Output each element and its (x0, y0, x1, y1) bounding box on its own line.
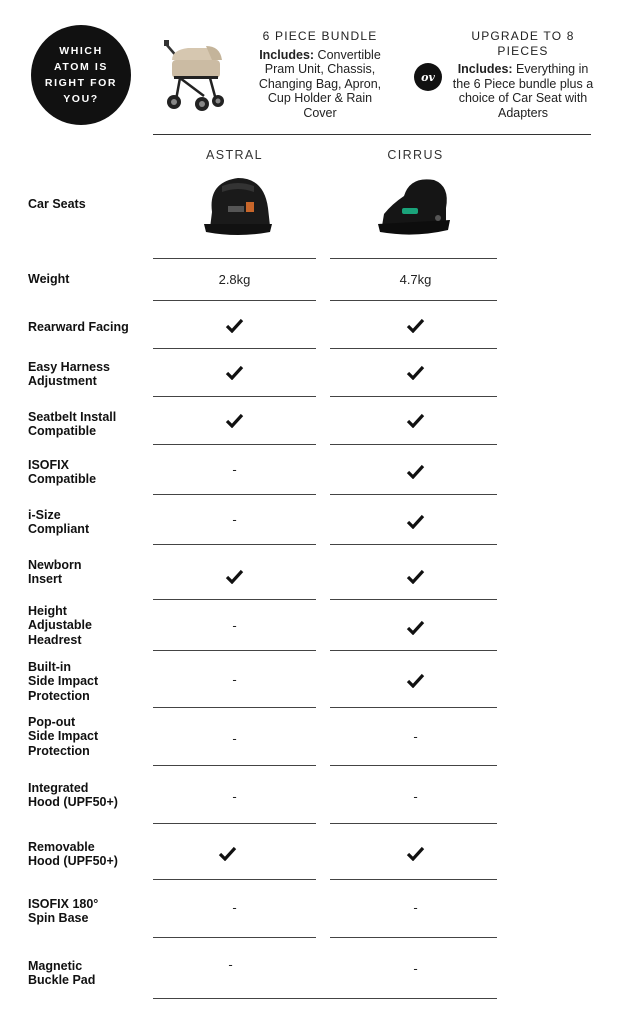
label-line: Hood (UPF50+) (28, 795, 118, 810)
label-line: ISOFIX 180° (28, 897, 99, 911)
astral-magnetic-dash: - (228, 957, 233, 972)
bundle-6-includes (250, 48, 390, 121)
cirrus-newborn-check-icon (334, 569, 497, 587)
which-atom-badge (31, 25, 131, 125)
row-divider (330, 823, 497, 824)
row-label-integrated-hood (28, 781, 118, 810)
label-line: Adjustment (28, 374, 97, 389)
cirrus-removable-check-icon (334, 846, 497, 864)
row-label-seatbelt (28, 410, 116, 439)
badge-text: WHICH ATOM IS RIGHT FOR YOU? (44, 45, 118, 105)
astral-spin-dash: - (232, 900, 237, 915)
cirrus-rearward-check-icon (334, 318, 497, 336)
cirrus-harness-check-icon (334, 365, 497, 383)
label-line: Magnetic (28, 959, 83, 973)
row-divider (330, 494, 497, 495)
label-line: Compliant (28, 522, 90, 537)
row-divider (153, 300, 316, 301)
header-divider (153, 134, 591, 135)
astral-builtin-dash: - (232, 672, 237, 687)
column-header-cirrus: CIRRUS (387, 148, 444, 162)
bundle-8-piece (450, 29, 596, 120)
label-line: Side Impact (28, 674, 99, 689)
bundle-6-title: 6 PIECE BUNDLE (262, 29, 378, 43)
cirrus-isize-check-icon (334, 514, 497, 532)
row-divider (330, 937, 497, 938)
bundle-8-includes (450, 62, 596, 120)
row-divider (330, 444, 497, 445)
row-divider (153, 937, 316, 938)
label-line: Buckle Pad (28, 973, 96, 988)
astral-headrest-dash: - (232, 618, 237, 633)
astral-weight-value: 2.8kg (218, 272, 251, 287)
astral-isofix-dash: - (232, 462, 237, 477)
row-divider (330, 300, 497, 301)
pram-image (158, 38, 228, 114)
cirrus-magnetic-dash: - (413, 961, 418, 976)
row-divider (330, 879, 497, 880)
astral-integrated-dash: - (232, 789, 237, 804)
bundle-8-includes-label: Includes: (457, 62, 513, 76)
label-line: Protection (28, 688, 90, 703)
astral-seatbelt-check-icon (153, 413, 316, 431)
row-divider (153, 823, 316, 824)
row-divider (153, 544, 316, 545)
row-label-height-headrest (28, 604, 92, 647)
label-line: Seatbelt Install (28, 410, 117, 424)
row-divider (153, 707, 316, 708)
cirrus-popout-dash: - (413, 729, 418, 744)
row-label-rearward-facing: Rearward Facing (28, 320, 129, 334)
row-label-easy-harness (28, 360, 110, 389)
row-label-isize (28, 508, 89, 537)
row-label-newborn (28, 558, 81, 587)
row-divider (330, 396, 497, 397)
ov-logo-text: ov (421, 70, 435, 84)
row-divider (153, 765, 316, 766)
row-divider (330, 765, 497, 766)
cirrus-car-seat-image (374, 174, 454, 240)
label-line: Compatible (28, 472, 97, 487)
table-bottom-divider (153, 998, 497, 999)
row-divider (330, 707, 497, 708)
label-line: Side Impact (28, 729, 99, 744)
row-label-magnetic-buckle (28, 959, 95, 988)
astral-popout-dash: - (232, 731, 237, 746)
cirrus-builtin-check-icon (334, 673, 497, 691)
row-divider (153, 494, 316, 495)
astral-harness-check-icon (153, 365, 316, 383)
cirrus-isofix-check-icon (334, 464, 497, 482)
astral-isize-dash: - (232, 512, 237, 527)
row-divider (330, 348, 497, 349)
label-line: Adjustable (28, 618, 92, 633)
cirrus-spin-dash: - (413, 900, 418, 915)
label-line: Easy Harness (28, 360, 111, 374)
column-header-astral: ASTRAL (205, 148, 264, 162)
astral-car-seat-image (198, 172, 278, 238)
label-line: Removable (28, 840, 95, 854)
row-divider (153, 348, 316, 349)
cirrus-headrest-check-icon (334, 620, 497, 638)
row-divider (153, 258, 316, 259)
bundle-6-includes-text: Convertible Pram Unit, Chassis, Changing Bag, Apron, Cup Holder & Rain Cover (258, 47, 382, 120)
label-line: Compatible (28, 424, 97, 439)
cirrus-seatbelt-check-icon (334, 413, 497, 431)
label-line: Spin Base (28, 911, 89, 926)
label-line: Insert (28, 572, 63, 587)
row-label-builtin-side-impact (28, 660, 98, 703)
row-divider (153, 650, 316, 651)
row-label-isofix-spin-base (28, 897, 98, 926)
astral-rearward-check-icon (153, 318, 316, 336)
row-label-weight: Weight (28, 272, 70, 286)
label-line: Pop-out (28, 715, 76, 729)
row-divider (330, 544, 497, 545)
label-line: Protection (28, 743, 90, 758)
row-divider (330, 258, 497, 259)
row-divider (330, 599, 497, 600)
row-label-car-seats: Car Seats (28, 197, 86, 211)
cirrus-weight-value: 4.7kg (399, 272, 432, 287)
bundle-6-piece (250, 29, 390, 120)
label-line: Hood (UPF50+) (28, 854, 118, 869)
label-line: ISOFIX (28, 458, 69, 472)
bundle-6-includes-label: Includes: (259, 47, 315, 62)
label-line: i-Size (28, 508, 61, 522)
row-label-popout-side-impact (28, 715, 98, 758)
label-line: Integrated (28, 781, 89, 795)
bundle-8-includes-text: Everything in the 6 Piece bundle plus a choice of Car Seat with Adapters (452, 62, 594, 120)
row-divider (153, 879, 316, 880)
ov-logo-icon (414, 63, 442, 91)
astral-removable-check-icon (146, 846, 309, 864)
row-label-isofix (28, 458, 96, 487)
row-divider (153, 396, 316, 397)
label-line: Newborn (28, 558, 82, 572)
label-line: Built-in (28, 660, 72, 674)
cirrus-integrated-dash: - (413, 789, 418, 804)
label-line: Height (28, 604, 67, 618)
row-label-removable-hood (28, 840, 118, 869)
row-divider (153, 599, 316, 600)
row-divider (330, 650, 497, 651)
label-line: Headrest (28, 632, 82, 647)
row-divider (153, 444, 316, 445)
bundle-8-title: UPGRADE TO 8 PIECES (471, 29, 575, 58)
astral-newborn-check-icon (153, 569, 316, 587)
